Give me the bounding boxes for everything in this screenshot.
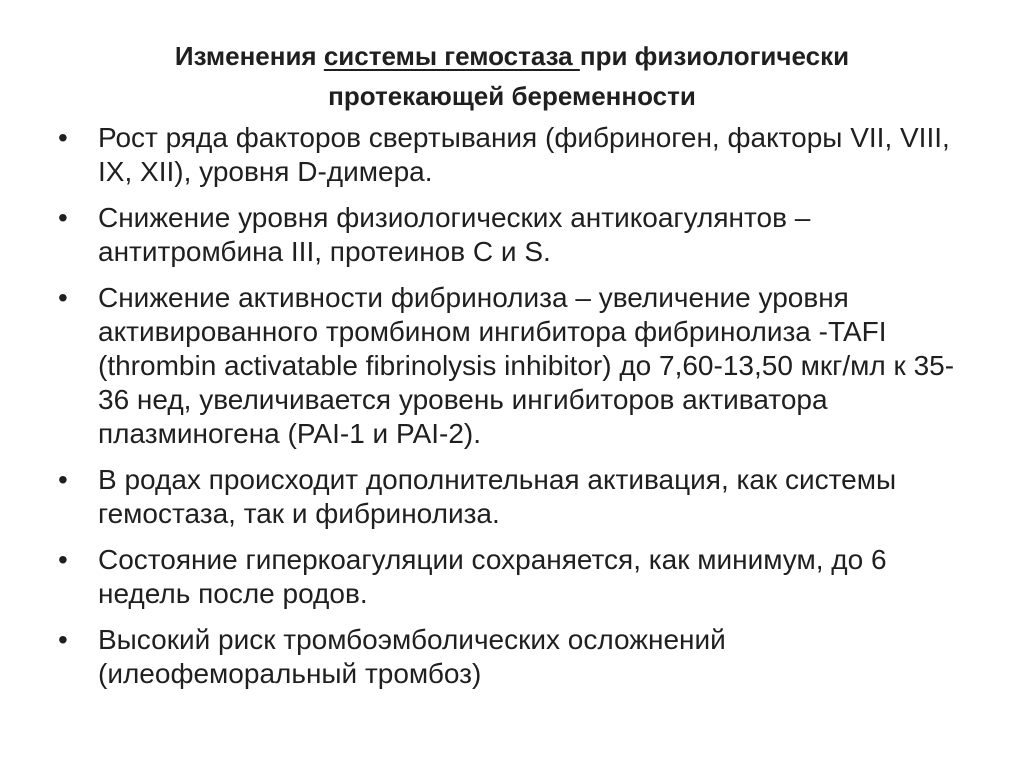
- title-part-1: Изменения: [174, 41, 324, 71]
- bullet-dot-icon: •: [58, 624, 68, 655]
- title-underlined-term: системы гемостаза: [323, 41, 580, 71]
- bullet-text: Высокий риск тромбоэмболических осложнений (илеофеморальный тромбоз): [98, 624, 726, 689]
- bullet-text: Рост ряда факторов свертывания (фибриноген, факторы VII, VIII, IX, XII), уровня D-димера.: [98, 122, 950, 187]
- bullet-dot-icon: •: [58, 544, 68, 575]
- bullet-text: В родах происходит дополнительная активация, как системы гемостаза, так и фибринолиза.: [98, 464, 897, 529]
- bullet-dot-icon: •: [58, 282, 68, 313]
- title-part-2: при физиологически: [579, 41, 850, 71]
- bullet-item: [58, 543, 978, 611]
- title-line-2: протекающей беременности: [328, 81, 696, 111]
- bullet-item: [58, 463, 978, 531]
- bullet-list: [58, 121, 978, 703]
- bullet-item: [58, 201, 978, 269]
- slide-title: [60, 36, 964, 116]
- bullet-dot-icon: •: [58, 464, 68, 495]
- bullet-text: Состояние гиперкоагуляции сохраняется, как минимум, до 6 недель после родов.: [98, 544, 887, 609]
- bullet-item: [58, 623, 978, 691]
- bullet-text: Снижение уровня физиологических антикоагулянтов – антитромбина III, протеинов С и S.: [98, 202, 811, 267]
- bullet-text: Снижение активности фибринолиза – увеличение уровня активированного тромбином ингибитора фибринолиза -TAFI (thrombin activatable fibrinolysis inhibitor) до 7,60-13,50 мкг/мл к 35-36 нед, увеличивается уровень ингибиторов активатора плазминогена (PAI-1 и PAI-2).: [98, 282, 955, 449]
- bullet-item: [58, 281, 978, 451]
- bullet-dot-icon: •: [58, 122, 68, 153]
- bullet-item: [58, 121, 978, 189]
- bullet-dot-icon: •: [58, 202, 68, 233]
